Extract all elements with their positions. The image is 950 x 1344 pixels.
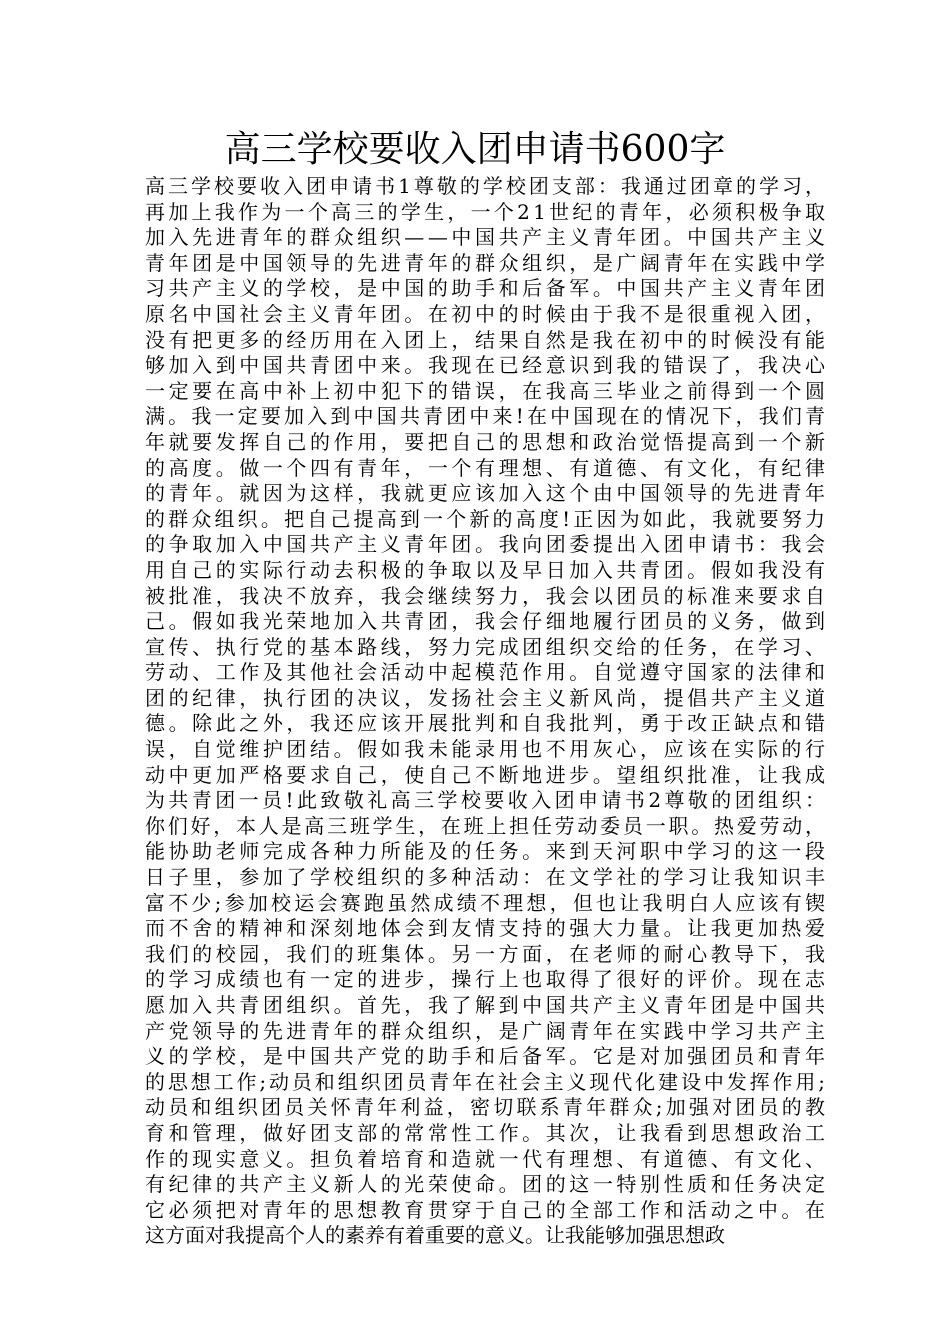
text-line: 年就要发挥自己的作用，要把自己的思想和政治觉悟提高到一个新 [145,429,829,454]
text-line: 产党领导的先进青年的群众组织，是广阔青年在实践中学习共产主 [145,1018,829,1043]
text-line: 一定要在高中补上初中犯下的错误，在我高三毕业之前得到一个圆 [145,378,829,403]
text-line: 作的现实意义。担负着培育和造就一代有理想、有道德、有文化、 [145,1146,829,1171]
text-line: 青年团是中国领导的先进青年的群众组织，是广阔青年在实践中学 [145,250,829,275]
text-line: 为共青团一员!此致敬礼高三学校要收入团申请书2尊敬的团组织： [145,788,829,813]
text-line: 加入先进青年的群众组织——中国共产主义青年团。中国共产主义 [145,225,829,250]
text-line: 误，自觉维护团结。假如我未能录用也不用灰心，应该在实际的行 [145,737,829,762]
text-line: 义的学校，是中国共产党的助手和后备军。它是对加强团员和青年 [145,1044,829,1069]
text-line: 够加入到中国共青团中来。我现在已经意识到我的错误了，我决心 [145,353,829,378]
text-line: 己。假如我光荣地加入共青团，我会仔细地履行团员的义务，做到 [145,609,829,634]
text-line: 没有把更多的经历用在入团上，结果自然是我在初中的时候没有能 [145,327,829,352]
text-line: 的争取加入中国共产主义青年团。我向团委提出入团申请书：我会 [145,532,829,557]
text-line: 的群众组织。把自己提高到一个新的高度!正因为如此，我就要努力 [145,506,829,531]
text-line: 的思想工作;动员和组织团员青年在社会主义现代化建设中发挥作用; [145,1069,828,1094]
text-line: 我们的校园，我们的班集体。另一方面，在老师的耐心教导下，我 [145,941,829,966]
document-title: 高三学校要收入团申请书600字 [224,129,726,170]
text-line: 高三学校要收入团申请书1尊敬的学校团支部：我通过团章的学习， [145,174,828,198]
text-line: 用自己的实际行动去积极的争取以及早日加入共青团。假如我没有 [145,557,829,582]
text-line: 满。我一定要加入到中国共青团中来!在中国现在的情况下，我们青 [145,404,829,429]
text-line: 宣传、执行党的基本路线，努力完成团组织交给的任务，在学习、 [145,634,829,659]
text-line: 习共产主义的学校，是中国的助手和后备军。中国共产主义青年团 [145,276,829,301]
text-line: 动员和组织团员关怀青年利益，密切联系青年群众;加强对团员的教 [145,1095,829,1120]
text-line: 能协助老师完成各种力所能及的任务。来到天河职中学习的这一段 [145,839,829,864]
text-line: 动中更加严格要求自己，使自己不断地进步。望组织批准，让我成 [145,762,829,787]
text-line: 愿加入共青团组织。首先，我了解到中国共产主义青年团是中国共 [145,993,829,1017]
document-body [145,174,829,1249]
text-line: 这方面对我提高个人的素养有着重要的意义。让我能够加强思想政 [145,1223,725,1248]
text-line: 的学习成绩也有一定的进步，操行上也取得了很好的评价。现在志 [145,967,829,992]
text-line: 团的纪律，执行团的决议，发扬社会主义新风尚，提倡共产主义道 [145,685,829,710]
text-line: 劳动、工作及其他社会活动中起模范作用。自觉遵守国家的法律和 [145,660,829,685]
text-line: 富不少;参加校运会赛跑虽然成绩不理想，但也让我明白人应该有锲 [145,890,829,915]
text-line: 而不舍的精神和深刻地体会到友情支持的强大力量。让我更加热爱 [145,916,829,941]
text-line: 育和管理，做好团支部的常常性工作。其次，让我看到思想政治工 [145,1120,829,1145]
text-line: 有纪律的共产主义新人的光荣使命。团的这一特别性质和任务决定 [145,1172,829,1197]
text-line: 原名中国社会主义青年团。在初中的时候由于我不是很重视入团， [145,301,829,326]
text-line: 日子里，参加了学校组织的多种活动：在文学社的学习让我知识丰 [145,865,829,890]
text-line: 它必须把对青年的思想教育贯穿于自己的全部工作和活动之中。在 [145,1197,829,1222]
text-line: 你们好，本人是高三班学生，在班上担任劳动委员一职。热爱劳动， [145,813,828,838]
text-line: 的高度。做一个四有青年，一个有理想、有道德、有文化，有纪律 [145,455,829,480]
text-line: 的青年。就因为这样，我就更应该加入这个由中国领导的先进青年 [145,481,829,506]
text-line: 被批准，我决不放弃，我会继续努力，我会以团员的标准来要求自 [145,583,829,608]
text-line: 德。除此之外，我还应该开展批判和自我批判，勇于改正缺点和错 [145,711,829,736]
text-line: 再加上我作为一个高三的学生，一个21世纪的青年，必须积极争取 [145,199,829,224]
